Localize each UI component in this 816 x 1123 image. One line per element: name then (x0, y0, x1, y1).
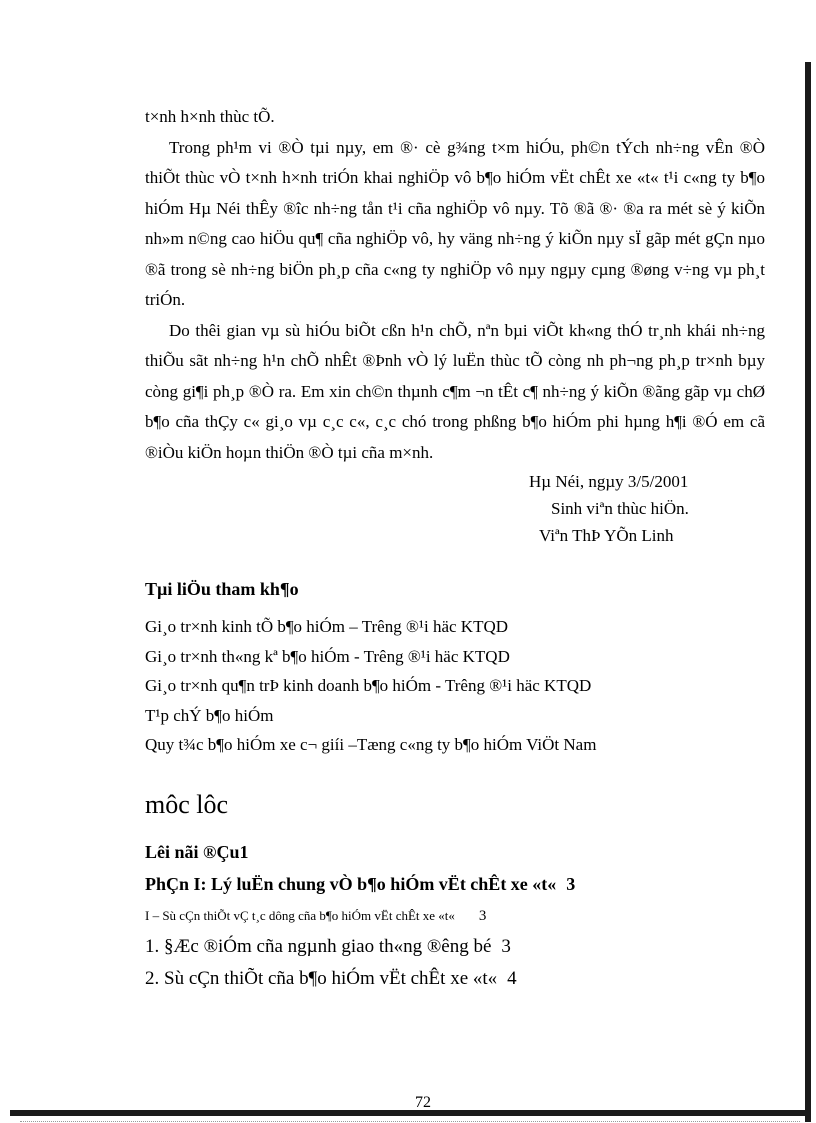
toc-item-page: 1 (239, 842, 249, 862)
toc-item-page: 3 (566, 874, 576, 894)
toc-item (145, 874, 575, 895)
reference-item: Gi¸o tr×nh th«ng kª b¶o hiÓm - Trêng ®¹i häc KTQD (145, 646, 510, 666)
body-paragraph: t×nh h×nh thùc tÕ. (145, 107, 275, 126)
body-paragraph: Do thêi gian vµ sù hiÓu biÕt cßn h¹n chÕ, nªn bµi viÕt kh«ng thÓ tr¸nh khái nh÷ng thiÕu sãt nh÷ng h¹n chÕ nhÊt ®Þnh vÒ lý luËn thùc tÕ còng nh ph¬ng ph¸p tr×nh bµy còng gi¶i ph¸p ®Ò ra. Em xin ch©n thµnh c¶m ¬n tÊt c¶ nh÷ng ý kiÕn ®ãng gãp vµ chØ b¶o cña thÇy c« gi¸o vµ c¸c c«, c¸c chó trong phßng b¶o hiÓm phi hµng h¶i ®Ó em cã ®iÒu kiÖn hoµn thiÖn ®Ò tµi cña m×nh. (145, 320, 765, 462)
toc-item-text: Lêi nãi ®Çu (145, 842, 240, 862)
toc-item-text: 2. Sù cÇn thiÕt cña b¶o hiÓm vËt chÊt xe «t« (145, 968, 498, 989)
toc-item-text: PhÇn I: Lý luËn chung vÒ b¶o hiÓm vËt chÊt xe «t« (145, 874, 557, 894)
toc-item (145, 968, 517, 990)
toc-item-page: 4 (507, 968, 517, 989)
references-title: Tµi liÖu tham kh¶o (145, 579, 299, 599)
signature-name: Viªn ThÞ YÕn Linh (539, 526, 674, 545)
toc-item-page: 3 (478, 908, 487, 924)
toc-item (145, 842, 248, 863)
page-number: 72 (415, 1094, 431, 1111)
body-paragraph: Trong ph¹m vi ®Ò tµi nµy, em ®· cè g¾ng t×m hiÓu, ph©n tÝch nh÷ng vÊn ®Ò thiÕt thùc vÒ t×nh h×nh triÓn khai nghiÖp vô b¶o hiÓm vËt chÊt xe «t« t¹i c«ng ty b¶o hiÓm Hµ Néi thÊy ®îc nh÷ng tån t¹i cña nghiÖp vô nµy. Tõ ®ã ®· ®a ra mét sè ý kiÕn nh»m n©ng cao hiÖu qu¶ cña nghiÖp vô, hy väng nh÷ng ý kiÕn nµy sÏ gãp mét gÇn nµo ®ã trong sè nh÷ng biÖn ph¸p cña c«ng ty nghiÖp vô nµy ngµy cµng ®øng v÷ng vµ ph¸t triÓn. (145, 137, 765, 309)
page-shadow-right (805, 62, 811, 1122)
signature-place-date: Hµ Néi, ngµy 3/5/2001 (529, 472, 689, 491)
toc-title: môc lôc (145, 790, 229, 819)
document-body (145, 102, 765, 989)
reference-item: Gi¸o tr×nh qu¶n trÞ kinh doanh b¶o hiÓm - Trêng ®¹i häc KTQD (145, 676, 592, 696)
references-list (145, 612, 596, 760)
signature-block (145, 468, 765, 549)
toc-item-text: I – Sù cÇn thiÕt vÇ t¸c dông cña b¶o hiÓm vËt chÊt xe «t« (145, 908, 455, 923)
toc-item-page: 3 (501, 936, 511, 957)
page-dotted-border (20, 1121, 800, 1122)
toc-item-text: 1. §Æc ®iÓm cña ngµnh giao th«ng ®êng bé (145, 936, 492, 957)
reference-item: T¹p chÝ b¶o hiÓm (145, 705, 274, 725)
reference-item: Gi¸o tr×nh kinh tÕ b¶o hiÓm – Trêng ®¹i häc KTQD (145, 617, 509, 636)
signature-role: Sinh viªn thùc hiÖn. (551, 499, 689, 518)
reference-item: Quy t¾c b¶o hiÓm xe c¬ giíi –Tæng c«ng ty b¶o hiÓm ViÖt Nam (145, 735, 597, 755)
toc-item (145, 936, 511, 958)
toc-item (145, 908, 486, 925)
